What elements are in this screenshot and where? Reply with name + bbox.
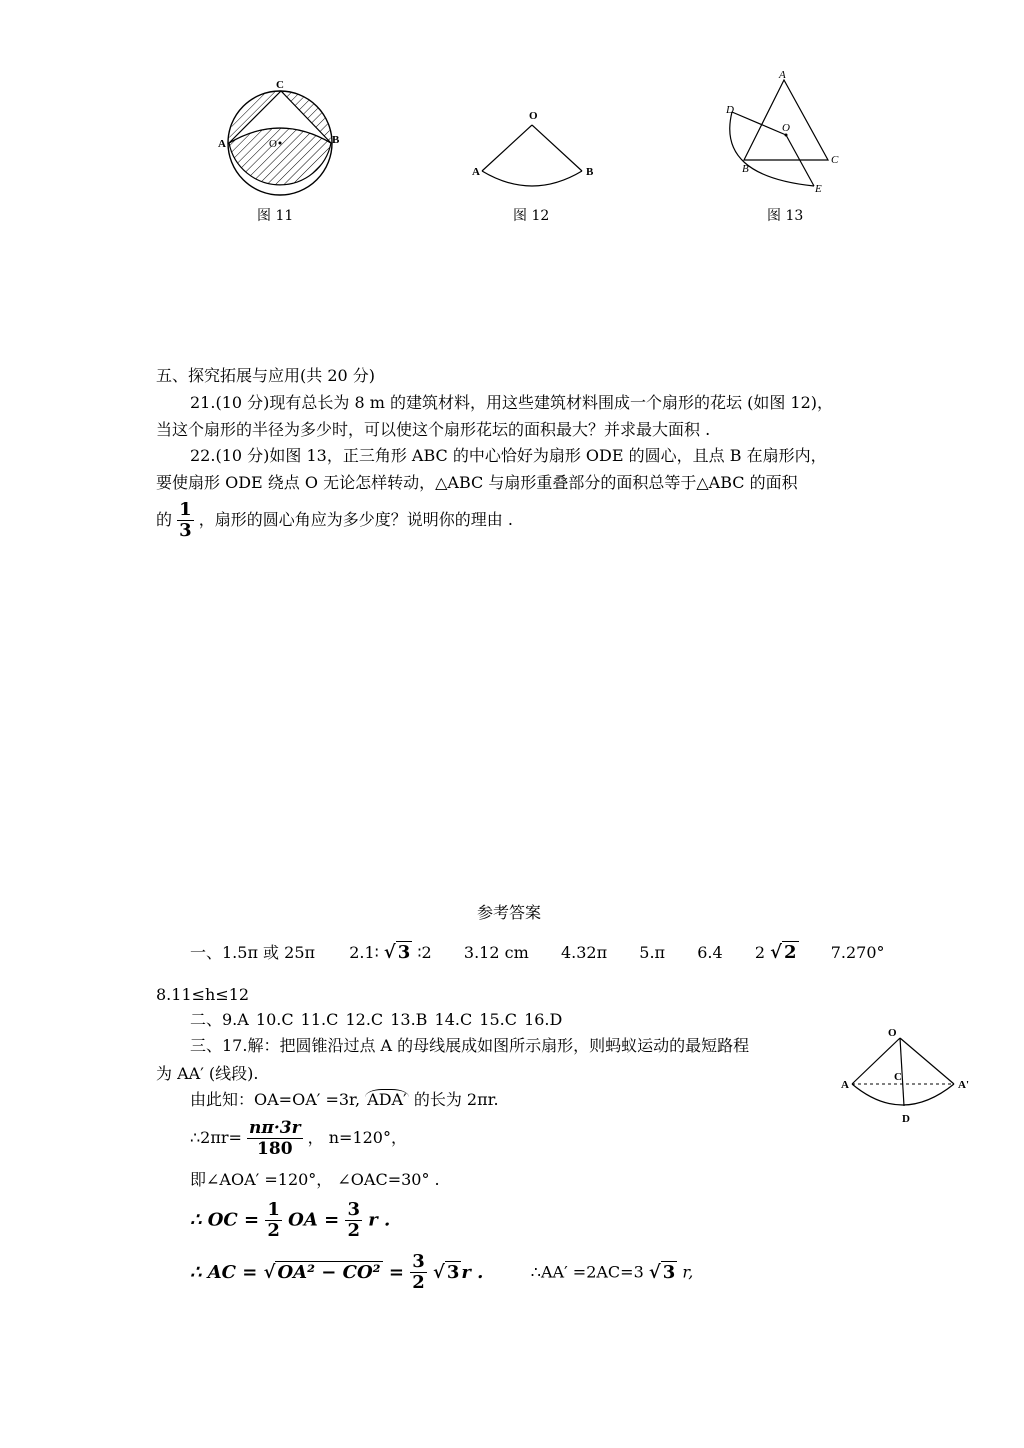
figure-11	[215, 75, 345, 200]
row10-b-pre: ∴AA′ =2AC=3	[530, 1262, 644, 1282]
answers-row10	[190, 1252, 693, 1293]
fig12-label-a: A	[472, 166, 480, 178]
ans-1: 一、1.5π 或 25π	[190, 943, 316, 962]
fig13-label-d: D	[726, 104, 734, 116]
row7-fraction	[247, 1118, 303, 1159]
fig11-label-b: B	[332, 134, 340, 146]
ansfig-label-c: C	[894, 1071, 902, 1083]
fig11-label-o: O	[269, 138, 277, 150]
fig12-label-o: O	[529, 110, 538, 122]
answers-row5: 为 AA′ (线段).	[156, 1064, 259, 1083]
row9-f1-num: 1	[267, 1199, 280, 1220]
ans-2-sqrt: √ 3	[383, 942, 411, 963]
fig13-label-b: B	[742, 163, 749, 175]
ans-2: 2.1∶	[349, 943, 379, 962]
row7-post: ， n=120°，	[307, 1128, 407, 1147]
ans-4: 4.32π	[560, 943, 608, 962]
answers-row8: 即∠AOA′ =120°， ∠OAC=30° .	[190, 1170, 440, 1189]
answers-row4: 三、17.解：把圆锥沿过点 A 的母线展成如图所示扇形，则蚂蚁运动的最短路程	[190, 1036, 750, 1055]
answers-row2: 8.11≤h≤12	[156, 985, 250, 1004]
fig11-label-c: C	[276, 79, 284, 91]
row10-f-den: 2	[412, 1272, 425, 1293]
row10-pre: ∴ AC =	[190, 1261, 258, 1283]
ansfig-label-a: A	[841, 1079, 849, 1091]
row9-frac2	[345, 1200, 362, 1241]
row9-f2-den: 2	[347, 1220, 360, 1241]
row10-b-sqrt: √ 3	[648, 1261, 676, 1283]
section5-heading: 五、探究拓展与应用(共 20 分)	[156, 366, 376, 385]
q22-line3-post: ，扇形的圆心角应为多少度？说明你的理由 .	[198, 510, 513, 529]
ans-7: 7.270°	[830, 943, 885, 962]
fig11-caption: 图 11	[257, 208, 294, 224]
q22-fraction	[177, 500, 194, 541]
ans-6: 6.4	[697, 943, 723, 962]
row10-sqrt: √ OA² − CO²	[263, 1261, 381, 1283]
fig12-caption: 图 12	[513, 208, 550, 224]
row10-b-post: r,	[682, 1262, 694, 1282]
row9-frac1	[265, 1200, 282, 1241]
q22-frac-den: 3	[179, 520, 192, 541]
answers-row7	[190, 1118, 407, 1159]
row10-f-num: 3	[412, 1251, 425, 1272]
row6-post: 的长为 2πr.	[413, 1090, 499, 1109]
row7-den: 180	[257, 1139, 293, 1159]
fig13-label-o: O	[782, 122, 790, 134]
q22-line3	[156, 500, 513, 541]
row6-pre: 由此知：OA=OA′ =3r,	[190, 1090, 361, 1109]
ans-5: 5.π	[639, 943, 666, 962]
row6-arc: ADA′	[367, 1090, 407, 1109]
row10-post: r .	[461, 1261, 484, 1283]
row10-b-rad: 3	[662, 1261, 676, 1283]
q22-line2: 要使扇形 ODE 绕点 O 无论怎样转动，△ABC 与扇形重叠部分的面积总等于△ABC 的面积	[156, 473, 798, 492]
answers-row6	[190, 1090, 499, 1110]
row10-frac	[410, 1252, 427, 1293]
ans-3: 3.12 cm	[463, 943, 529, 962]
fig13-caption: 图 13	[767, 208, 804, 224]
fig13-label-e: E	[815, 183, 822, 195]
row9-pre: ∴ OC =	[190, 1209, 260, 1231]
row10-sqrt2: √ 3	[433, 1261, 460, 1283]
q21-line2: 当这个扇形的半径为多少时，可以使这个扇形花坛的面积最大？并求最大面积 .	[156, 420, 711, 439]
ans-6b-sqrt: √ 2	[770, 942, 797, 963]
row10-left	[190, 1251, 490, 1293]
ans-6b-rad: 2	[784, 942, 797, 963]
row9-mid: OA =	[288, 1209, 340, 1231]
fig13-label-a: A	[779, 69, 786, 81]
row9-post: r .	[368, 1209, 391, 1231]
row10-rad2: 3	[446, 1261, 460, 1283]
ansfig-label-a2: A'	[958, 1079, 969, 1091]
row10-eq: =	[388, 1261, 404, 1283]
fig11-label-a: A	[218, 138, 226, 150]
fig13-label-c: C	[831, 154, 839, 166]
ans-2-rad: 3	[397, 942, 411, 963]
row7-num: nπ·3r	[249, 1118, 301, 1138]
figure-12	[468, 105, 603, 190]
row7-pre: ∴2πr=	[190, 1128, 242, 1147]
answers-title: 参考答案	[477, 903, 542, 922]
row9-f1-den: 2	[267, 1220, 280, 1241]
row9-f2-num: 3	[347, 1199, 360, 1220]
q22-frac-num: 1	[179, 499, 192, 520]
row10-rad: OA² − CO²	[277, 1261, 381, 1283]
q22-line1: 22.(10 分)如图 13，正三角形 ABC 的中心恰好为扇形 ODE 的圆心，且点 B 在扇形内，	[190, 446, 827, 465]
figure-13	[718, 68, 853, 198]
fig12-label-b: B	[586, 166, 594, 178]
answers-row9	[190, 1200, 390, 1241]
ans-6b: 2	[754, 943, 766, 962]
answers-row3: 二、9.A 10.C 11.C 12.C 13.B 14.C 15.C 16.D	[190, 1010, 563, 1029]
ans-2-post: ∶2	[417, 943, 432, 962]
ansfig-label-o: O	[888, 1027, 897, 1039]
ansfig-label-d: D	[902, 1113, 910, 1125]
answer-figure	[838, 1026, 978, 1131]
q21-line1: 21.(10 分)现有总长为 8 m 的建筑材料，用这些建筑材料围成一个扇形的花坛 (如图 12)，	[190, 393, 834, 412]
q22-line3-pre: 的	[156, 510, 173, 529]
answers-row1	[190, 943, 885, 963]
